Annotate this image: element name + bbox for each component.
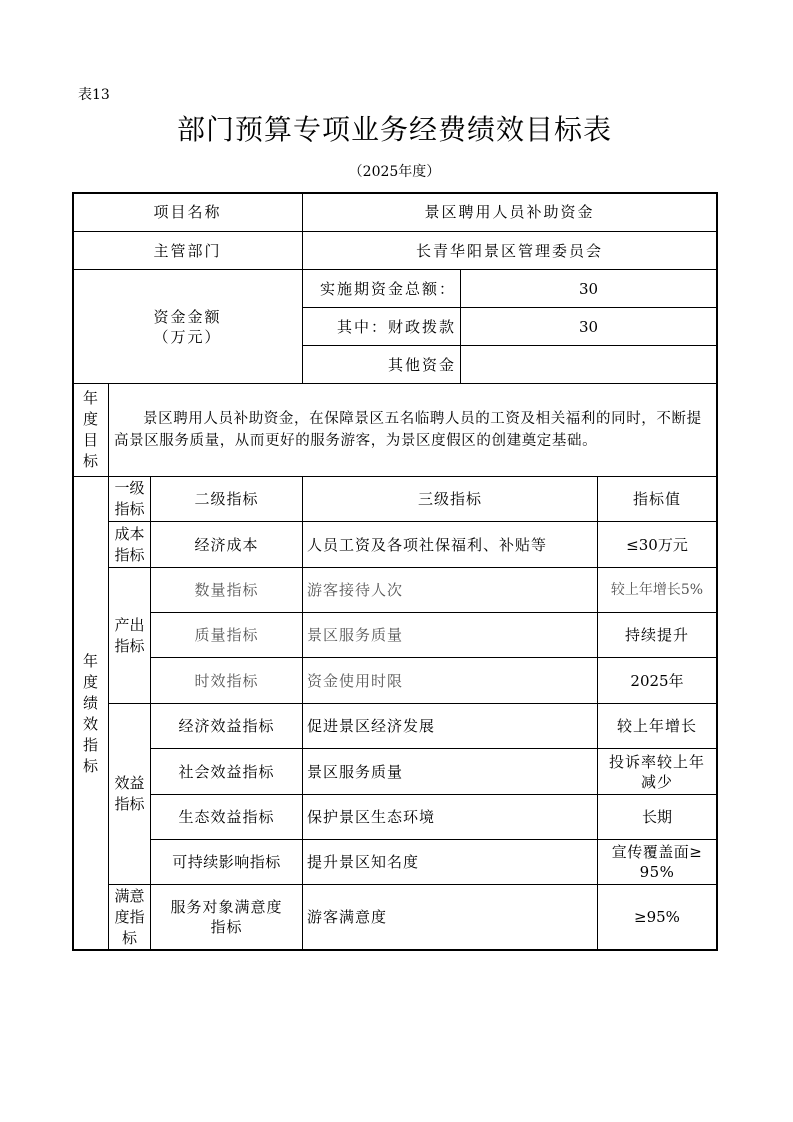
satisfaction-level1 [109, 885, 150, 949]
cost-level3: 人员工资及各项社保福利、补贴等 [307, 535, 548, 554]
funds-label-line1: 资金金额 [153, 307, 222, 326]
output-row-level2: 质量指标 [194, 626, 259, 644]
funds-other-label: 其他资金 [387, 355, 456, 374]
indicators-section-label-text: 年度绩效指标 [82, 651, 98, 775]
annual-goal-text: 景区聘用人员补助资金，在保障景区五名临聘人员的工资及相关福利的同时，不断提高景区服务质量，从而更好的服务游客，为景区度假区的创建奠定基础。 [114, 411, 702, 449]
benefit-row-level3: 景区服务质量 [307, 762, 404, 781]
benefit-level1-text: 效益指标 [114, 774, 145, 813]
funds-label [73, 270, 302, 383]
benefit-row-value-line2: 减少 [640, 772, 673, 791]
output-row-value: 较上年增长5% [610, 582, 704, 598]
annual-goal-label-text: 年度目标 [82, 389, 98, 470]
output-row-level2: 数量指标 [194, 581, 259, 599]
indicators-section-label [73, 477, 108, 950]
benefit-row-level2: 社会效益指标 [178, 762, 275, 781]
project-name-label: 项目名称 [153, 203, 222, 221]
funds-fiscal-label: 其中：财政拨款 [336, 317, 456, 336]
satisfaction-level2-line1: 服务对象满意度 [170, 898, 283, 916]
benefit-row-value: 长期 [641, 808, 672, 826]
benefit-row-level2: 经济效益指标 [178, 717, 275, 735]
benefit-row-value: 较上年增长 [616, 717, 697, 735]
page-title: 部门预算专项业务经费绩效目标表 [176, 113, 612, 146]
form-number: 表13 [78, 87, 110, 103]
benefit-row-level3: 提升景区知名度 [307, 853, 420, 871]
header-level2: 二级指标 [194, 490, 259, 508]
output-level1-text: 产出指标 [114, 615, 145, 655]
output-row-level3: 景区服务质量 [307, 626, 404, 644]
benefit-row-level2: 可持续影响指标 [172, 853, 281, 871]
satisfaction-value: ≥95% [634, 908, 680, 926]
annual-goal-label [73, 384, 108, 476]
benefit-row-value [598, 749, 716, 794]
benefit-row-value [598, 840, 716, 884]
cost-level1 [109, 522, 150, 567]
cost-level1-text: 成本指标 [114, 524, 145, 564]
project-name-value: 景区聘用人员补助资金 [424, 203, 595, 221]
benefit-level1 [109, 704, 150, 884]
dept-value: 长青华阳景区管理委员会 [415, 241, 603, 260]
cost-value: ≤30万元 [626, 535, 688, 554]
benefit-row-value-line1: 宣传覆盖面≥ [611, 843, 703, 861]
dept-label: 主管部门 [153, 241, 222, 260]
output-row-value: 持续提升 [624, 626, 689, 644]
satisfaction-level2 [151, 885, 302, 949]
satisfaction-level2-line2: 指标 [210, 918, 243, 936]
output-level1 [109, 568, 150, 703]
benefit-row-level2: 生态效益指标 [178, 808, 275, 826]
year-label: （2025年度） [348, 164, 441, 180]
header-level1-text: 一级指标 [114, 479, 145, 518]
funds-total-value: 30 [578, 279, 599, 298]
satisfaction-level3: 游客满意度 [307, 908, 388, 926]
output-row-level3: 资金使用时限 [307, 671, 404, 690]
header-level3: 三级指标 [417, 490, 482, 508]
funds-label-line2: （万元） [153, 327, 222, 346]
benefit-row-value-line1: 投诉率较上年 [608, 752, 705, 771]
header-level1 [109, 477, 150, 521]
funds-total-label: 实施期资金总额： [319, 279, 456, 298]
satisfaction-level1-text: 满意度指标 [114, 886, 145, 947]
funds-other-value [461, 346, 716, 383]
output-row-level2: 时效指标 [194, 671, 259, 690]
header-value: 指标值 [632, 490, 681, 508]
benefit-row-level3: 促进景区经济发展 [307, 717, 436, 735]
funds-fiscal-value: 30 [578, 317, 599, 336]
output-row-value: 2025年 [630, 671, 684, 690]
benefit-row-value-line2: 95% [639, 863, 675, 881]
benefit-row-level3: 保护景区生态环境 [307, 808, 436, 826]
cost-level2: 经济成本 [194, 535, 259, 554]
output-row-level3: 游客接待人次 [307, 581, 404, 599]
